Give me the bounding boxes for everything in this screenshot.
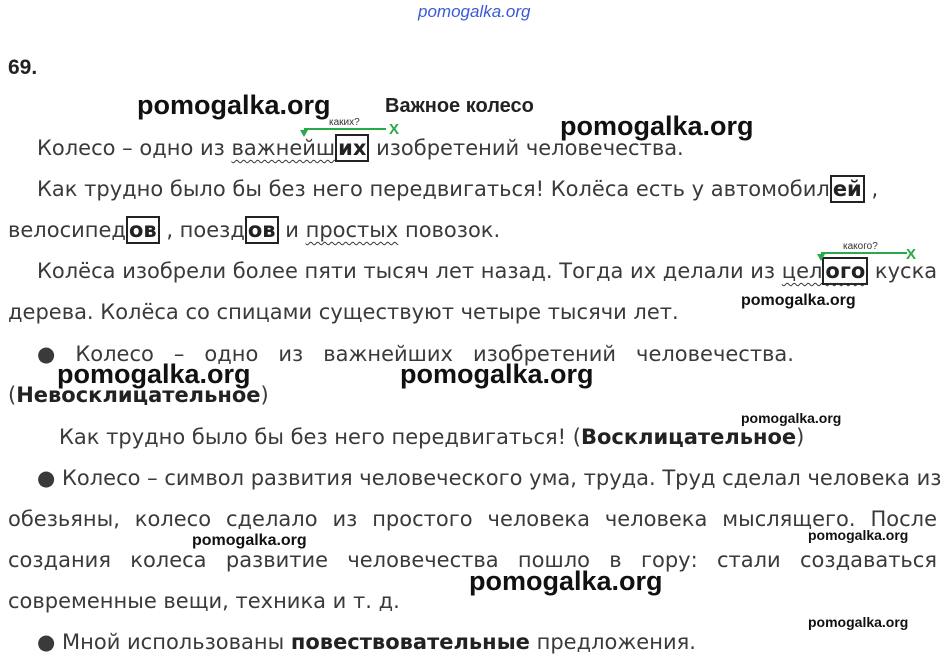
watermark: pomogalka.org [137,90,331,120]
p2-text-b: , [864,177,879,201]
hint-arrow-1 [300,130,308,137]
watermark: pomogalka.org [469,566,663,596]
p3-wavy-word: цел [781,259,823,283]
bullet-2-line-4: современные вещи, техника и т. д. [8,589,400,613]
p2-text-c: велосипед [8,218,126,242]
watermark: pomogalka.org [741,292,856,309]
b1-open: ( [8,383,17,407]
hint-line-1 [304,128,386,130]
hint-label-2: какого? [843,241,878,252]
hint-x-1: X [389,121,400,138]
b1-bold: Невосклицательное [16,383,261,407]
watermark: pomogalka.org [808,614,909,630]
p2-ending-box-1: ей [830,175,865,203]
p1-text-b: изобретений человечества. [369,136,684,160]
watermark: pomogalka.org [560,111,754,141]
bullet-2-line-2: обезьяны, колесо сделало из простого человека человека мыслящего. После [8,507,937,531]
bullet-2-line-1: ● Колесо – символ развития человеческого ума, труда. Труд сделал человека из [37,466,942,490]
top-watermark: pomogalka.org [418,2,531,21]
hint-line-2 [821,252,907,254]
hint-arrow-2 [817,254,825,261]
b3-text-a: ● Мной использованы [37,630,291,654]
p3-text-b: куска [868,259,938,283]
paragraph-3-line-1 [37,259,937,283]
b1sub-bold: Восклицательное [580,425,797,449]
p1-text-a: Колесо – одно из [37,136,232,160]
bullet-2-line-3: создания колеса развитие человечества пошло в гору: стали создаваться [8,548,937,572]
p2-ending-box-2: ов [126,216,160,244]
p2-text-d: , поезд [159,218,245,242]
b3-bold: повествовательные [290,630,530,654]
p2-text-e: и [278,218,306,242]
p2-text-a: Как трудно было бы без него передвигаться! Колёса есть у автомобил [37,177,830,201]
watermark: pomogalka.org [57,359,251,389]
watermark: pomogalka.org [741,410,842,426]
watermark: pomogalka.org [400,359,594,389]
p2-wavy-word: простых [305,218,399,242]
bullet-1-sub [59,425,804,449]
paragraph-2-line-1 [37,177,878,201]
exercise-number: 69. [8,56,38,79]
watermark: pomogalka.org [192,532,307,549]
hint-x-2: X [906,246,917,263]
hint-label-1: каких? [329,117,360,128]
paragraph-3-line-2: дерева. Колёса со спицами существуют четыре тысячи лет. [8,300,679,324]
paragraph-2-line-2 [8,218,500,242]
b3-text-b: предложения. [529,630,696,654]
page-title: Важное колесо [385,95,534,117]
bullet-1-line-1: ● Колесо – одно из важнейших изобретений человечества. [37,342,794,366]
p3-text-a: Колёса изобрели более пяти тысяч лет назад. Тогда их делали из [37,259,782,283]
b1sub-close: ) [796,425,805,449]
p3-ending-box: ого [822,257,868,285]
p2-ending-box-3: ов [245,216,279,244]
p1-wavy-word: важнейш [231,136,336,160]
p1-ending-box: их [335,134,369,162]
p2-text-f: повозок. [398,218,501,242]
watermark: pomogalka.org [808,527,909,543]
b1sub-text: Как трудно было бы без него передвигаться! ( [59,425,581,449]
b1-close: ) [260,383,269,407]
bullet-3 [37,630,696,654]
